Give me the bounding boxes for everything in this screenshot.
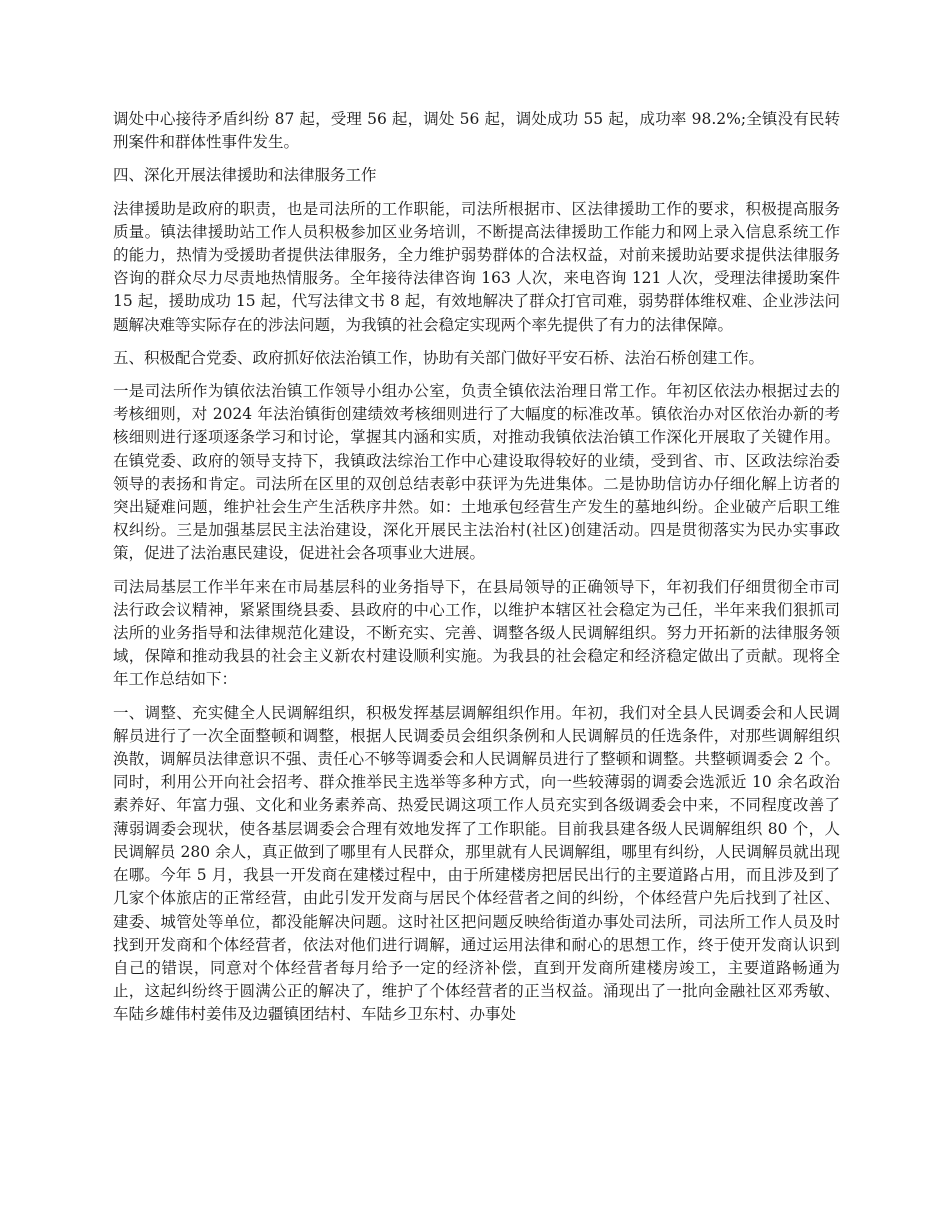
section-heading-legal-aid: 四、深化开展法律援助和法律服务工作: [113, 166, 377, 185]
paragraph-rule-of-law: 一是司法所作为镇依法治镇工作领导小组办公室，负责全镇依法治理日常工作。年初区依法办根据过去的考核细则，对 2024 年法治镇街创建绩效考核细则进行了大幅度的标准改革。镇依治办对区依治办新的考核细则进行逐项逐条学习和讨论，掌握其内涵和实质，对推动我镇依法治镇工作深化开展取了关键作用。在镇党委、政府的领导支持下，我镇政法综治工作中心建设取得较好的业绩，受到省、市、区政法综治委领导的表扬和肯定。司法所在区里的双创总结表彰中获评为先进集体。二是协助信访办仔细化解上访者的突出疑难问题，维护社会生产生活秩序井然。如：土地承包经营生产发生的墓地纠纷。企业破产后职工维权纠纷。三是加强基层民主法治建设，深化开展民主法治村(社区)创建活动。四是贯彻落实为民办实事政策，促进了法治惠民建设，促进社会各项事业大进展。: [113, 382, 840, 563]
document-page: [113, 108, 840, 1037]
section-heading-rule-of-law: 五、积极配合党委、政府抓好依法治镇工作，协助有关部门做好平安石桥、法治石桥创建工作。: [113, 348, 765, 367]
paragraph-mediation-stats: 调处中心接待矛盾纠纷 87 起，受理 56 起，调处 56 起，调处成功 55 起，成功率 98.2%;全镇没有民转刑案件和群体性事件发生。: [113, 110, 840, 152]
paragraph-mediation-organizations: 一、调整、充实健全人民调解组织，积极发挥基层调解组织作用。年初，我们对全县人民调委会和人民调解员进行了一次全面整顿和调整，根据人民调委员会组织条例和人民调解员的任选条件，对那些调解组织涣散，调解员法律意识不强、责任心不够等调委会和人民调解员进行了整顿和调整。共整顿调委会 2 个。同时，利用公开向社会招考、群众推举民主选举等多种方式，向一些较薄弱的调委会选派近 10 余名政治素养好、年富力强、文化和业务素养高、热爱民调这项工作人员充实到各级调委会中来，不同程度改善了薄弱调委会现状，使各基层调委会合理有效地发挥了工作职能。目前我县建各级人民调解组织 80 个，人民调解员 280 余人，真正做到了哪里有人民群众，那里就有人民调解组，哪里有纠纷，人民调解员就出现在哪。今年 5 月，我县一开发商在建楼过程中，由于所建楼房把居民出行的主要道路占用，而且涉及到了几家个体旅店的正常经营，由此引发开发商与居民个体经营者之间的纠纷，个体经营户先后找到了社区、建委、城管处等单位，都没能解决问题。这时社区把问题反映给街道办事处司法所，司法所工作人员及时找到开发商和个体经营者，依法对他们进行调解，通过运用法律和耐心的思想工作，终于使开发商认识到自己的错误，同意对个体经营者每月给予一定的经济补偿，直到开发商所建楼房竣工，主要道路畅通为止，这起纠纷终于圆满公正的解决了，维护了个体经营者的正当权益。涌现出了一批向金融社区邓秀敏、车陆乡雄伟村姜伟及边疆镇团结村、车陆乡卫东村、办事处: [113, 703, 840, 1024]
paragraph-half-year-summary: 司法局基层工作半年来在市局基层科的业务指导下，在县局领导的正确领导下，年初我们仔细贯彻全市司法行政会议精神，紧紧围绕县委、县政府的中心工作，以维护本辖区社会稳定为己任，半年来我们狠抓司法所的业务指导和法律规范化建设，不断充实、完善、调整各级人民调解组织。努力开拓新的法律服务领域，保障和推动我县的社会主义新农村建设顺利实施。为我县的社会稳定和经济稳定做出了贡献。现将全年工作总结如下：: [113, 577, 840, 689]
paragraph-legal-aid: 法律援助是政府的职责，也是司法所的工作职能，司法所根据市、区法律援助工作的要求，积极提高服务质量。镇法律援助站工作人员积极参加区业务培训，不断提高法律援助工作能力和网上录入信息系统工作的能力，热情为受援助者提供法律服务，全力维护弱势群体的合法权益，对前来援助站要求提供法律服务咨询的群众尽力尽责地热情服务。全年接待法律咨询 163 人次，来电咨询 121 人次，受理法律援助案件 15 起，援助成功 15 起，代写法律文书 8 起，有效地解决了群众打官司难，弱势群体维权难、企业涉法问题解决难等实际存在的涉法问题，为我镇的社会稳定实现两个率先提供了有力的法律保障。: [113, 199, 840, 334]
